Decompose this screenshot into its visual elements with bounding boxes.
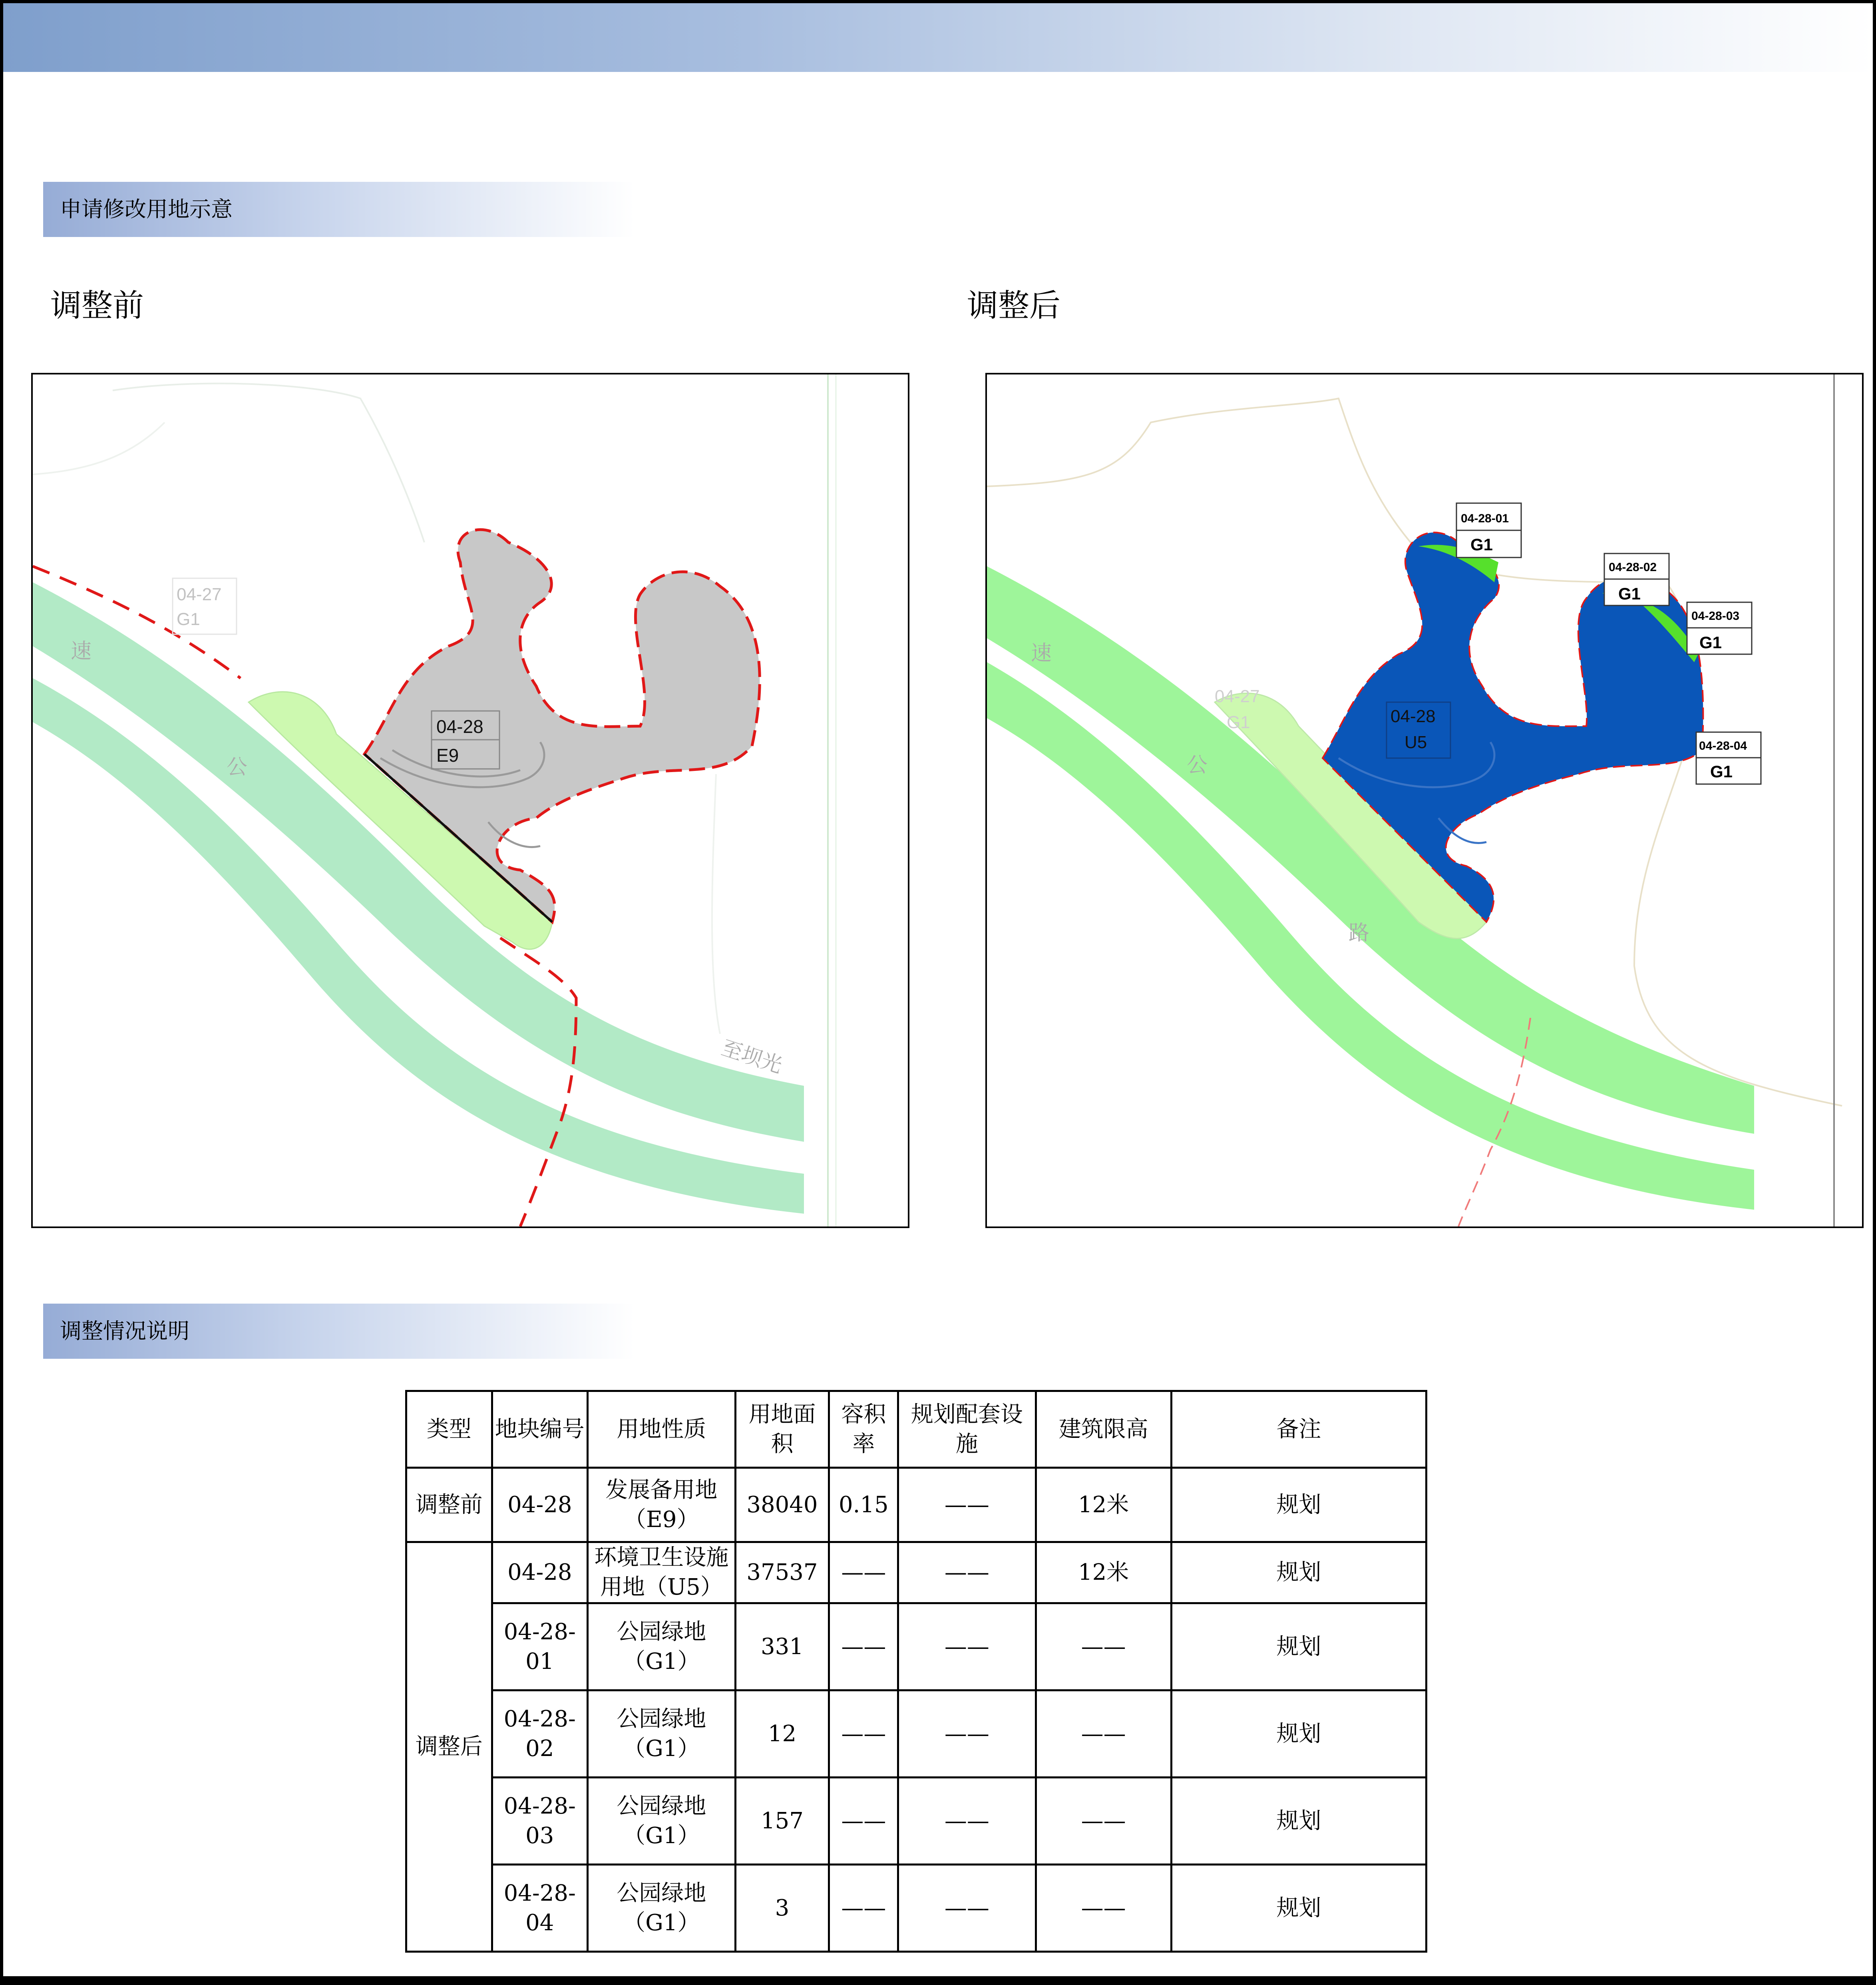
cell-use: 发展备用地（E9） bbox=[588, 1468, 735, 1542]
cell-area: 38040 bbox=[735, 1468, 829, 1542]
table-header-row bbox=[406, 1391, 1426, 1468]
cell-use: 公园绿地（G1） bbox=[588, 1778, 735, 1865]
cell-use: 公园绿地（G1） bbox=[588, 1690, 735, 1778]
label-0428-02-code: 04-28-02 bbox=[1609, 561, 1657, 574]
caption-before: 调整前 bbox=[50, 288, 144, 324]
cell-far: —— bbox=[829, 1865, 898, 1952]
label-0428-01-type: G1 bbox=[1470, 535, 1493, 554]
cell-facility: —— bbox=[898, 1865, 1036, 1952]
section-title-diagram: 申请修改用地示意 bbox=[60, 197, 233, 222]
cell-note: 规划 bbox=[1171, 1603, 1426, 1690]
label-0428-03-type: G1 bbox=[1699, 633, 1722, 652]
th-facility: 规划配套设施 bbox=[898, 1391, 1036, 1468]
callout-0428-02 bbox=[1604, 553, 1669, 605]
road-label-after-su: 速 bbox=[1031, 642, 1052, 665]
cell-type: 调整前 bbox=[406, 1468, 492, 1542]
label-0427-code: 04-27 bbox=[177, 585, 222, 604]
road-label-after-lu: 路 bbox=[1349, 922, 1370, 945]
cell-height: 12米 bbox=[1036, 1468, 1171, 1542]
label-0428-04-type: G1 bbox=[1710, 762, 1733, 781]
cell-area: 157 bbox=[735, 1778, 829, 1865]
label-0428-01-code: 04-28-01 bbox=[1461, 512, 1509, 525]
th-use: 用地性质 bbox=[588, 1391, 735, 1468]
th-note: 备注 bbox=[1171, 1391, 1426, 1468]
cell-note: 规划 bbox=[1171, 1468, 1426, 1542]
cell-facility: —— bbox=[898, 1468, 1036, 1542]
section-bar-table bbox=[43, 1304, 635, 1359]
cell-height: —— bbox=[1036, 1690, 1171, 1778]
cell-facility: —— bbox=[898, 1603, 1036, 1690]
callout-0428-04 bbox=[1696, 732, 1761, 784]
cell-code: 04-28-01 bbox=[492, 1603, 588, 1690]
table-row bbox=[406, 1468, 1426, 1542]
label-after-0427-code: 04-27 bbox=[1215, 687, 1260, 706]
cell-type: 调整后 bbox=[406, 1542, 492, 1952]
map-before bbox=[31, 373, 909, 1228]
cell-height: 12米 bbox=[1036, 1542, 1171, 1603]
table-row bbox=[406, 1603, 1426, 1690]
road-label-after-gong: 公 bbox=[1187, 754, 1208, 777]
cell-height: —— bbox=[1036, 1865, 1171, 1952]
section-title-table: 调整情况说明 bbox=[60, 1318, 189, 1344]
cell-height: —— bbox=[1036, 1603, 1171, 1690]
cell-far: —— bbox=[829, 1778, 898, 1865]
cell-note: 规划 bbox=[1171, 1542, 1426, 1603]
th-area: 用地面积 bbox=[735, 1391, 829, 1468]
th-type: 类型 bbox=[406, 1391, 492, 1468]
th-code: 地块编号 bbox=[492, 1391, 588, 1468]
cell-facility: —— bbox=[898, 1690, 1036, 1778]
th-height: 建筑限高 bbox=[1036, 1391, 1171, 1468]
label-0428-02-type: G1 bbox=[1618, 584, 1641, 603]
cell-area: 3 bbox=[735, 1865, 829, 1952]
cell-code: 04-28-03 bbox=[492, 1778, 588, 1865]
road-label-zhibaguang: 至坝光 bbox=[718, 1036, 785, 1078]
table-row bbox=[406, 1690, 1426, 1778]
label-0428-04-code: 04-28-04 bbox=[1699, 739, 1747, 753]
cell-use: 公园绿地（G1） bbox=[588, 1603, 735, 1690]
th-far: 容积率 bbox=[829, 1391, 898, 1468]
cell-far: —— bbox=[829, 1542, 898, 1603]
table-row bbox=[406, 1865, 1426, 1952]
label-0428-03-code: 04-28-03 bbox=[1691, 609, 1740, 623]
cell-area: 37537 bbox=[735, 1542, 829, 1603]
label-0427-type: G1 bbox=[177, 609, 200, 629]
table-row bbox=[406, 1778, 1426, 1865]
cell-far: —— bbox=[829, 1603, 898, 1690]
cell-facility: —— bbox=[898, 1778, 1036, 1865]
cell-use: 公园绿地（G1） bbox=[588, 1865, 735, 1952]
label-0428-code: 04-28 bbox=[436, 716, 483, 737]
cell-far: —— bbox=[829, 1690, 898, 1778]
road-label-gong: 公 bbox=[227, 756, 248, 779]
cell-far: 0.15 bbox=[829, 1468, 898, 1542]
section-bar-diagram bbox=[43, 182, 635, 237]
label-0428-type: E9 bbox=[436, 745, 459, 766]
cell-height: —— bbox=[1036, 1778, 1171, 1865]
road-label-su: 速 bbox=[71, 640, 92, 663]
callout-0428-03 bbox=[1687, 602, 1752, 654]
label-after-0428-type: U5 bbox=[1405, 733, 1427, 752]
map-after bbox=[985, 373, 1864, 1228]
caption-after: 调整后 bbox=[967, 288, 1061, 324]
cell-facility: —— bbox=[898, 1542, 1036, 1603]
callout-0428-01 bbox=[1456, 503, 1521, 557]
cell-use: 环境卫生设施用地（U5） bbox=[588, 1542, 735, 1603]
label-after-0427-type: G1 bbox=[1227, 713, 1250, 732]
cell-note: 规划 bbox=[1171, 1690, 1426, 1778]
cell-code: 04-28-04 bbox=[492, 1865, 588, 1952]
cell-note: 规划 bbox=[1171, 1778, 1426, 1865]
adjustment-table bbox=[405, 1390, 1427, 1953]
cell-area: 331 bbox=[735, 1603, 829, 1690]
cell-code: 04-28 bbox=[492, 1468, 588, 1542]
header-band bbox=[3, 3, 1873, 72]
cell-area: 12 bbox=[735, 1690, 829, 1778]
label-after-0428-code: 04-28 bbox=[1391, 707, 1436, 726]
cell-code: 04-28-02 bbox=[492, 1690, 588, 1778]
cell-code: 04-28 bbox=[492, 1542, 588, 1603]
table-row bbox=[406, 1542, 1426, 1603]
cell-note: 规划 bbox=[1171, 1865, 1426, 1952]
